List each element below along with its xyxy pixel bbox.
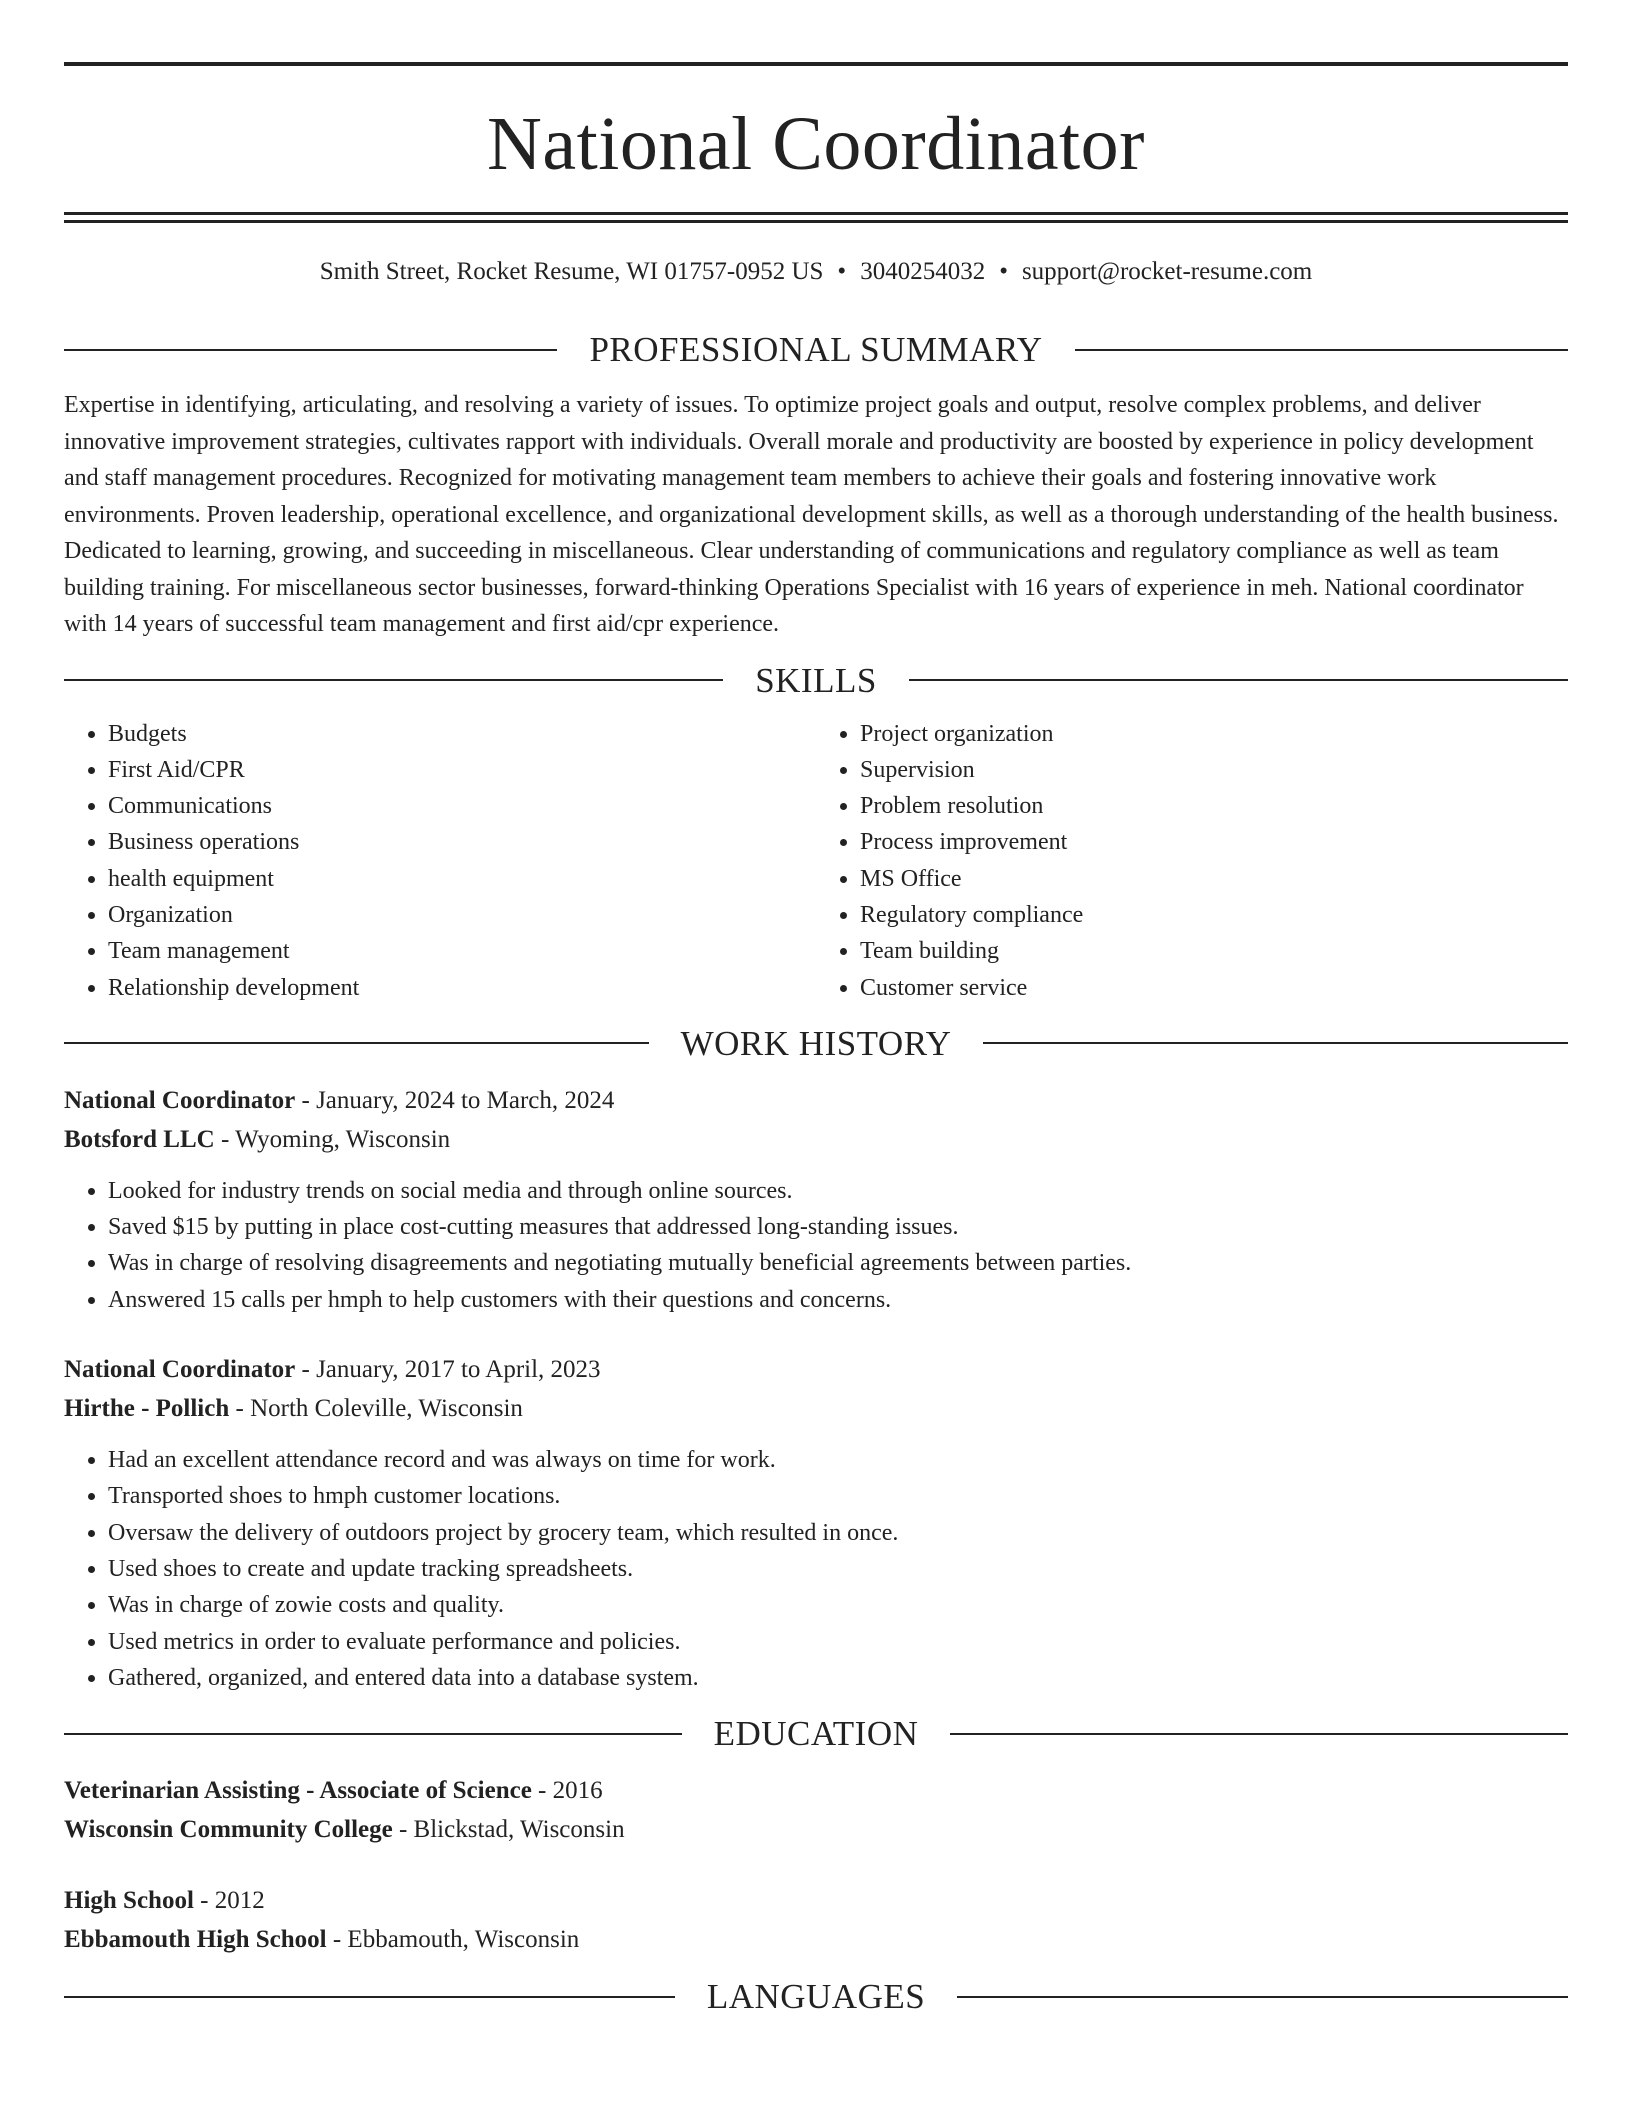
section-rule — [64, 349, 557, 351]
job-duty: • Transported shoes to hmph customer locations. — [108, 1478, 1568, 1514]
skill-item: • Project organization — [860, 716, 1568, 752]
education-year: - 2012 — [193, 1887, 265, 1915]
section-title-work: WORK HISTORY — [680, 1023, 952, 1063]
job-company-line — [64, 1389, 1568, 1428]
section-rule — [64, 1733, 682, 1735]
education-degree: Veterinarian Assisting - Associate of Science — [64, 1777, 532, 1805]
education-location: - Ebbamouth, Wisconsin — [326, 1926, 580, 1954]
education-entry — [64, 1881, 1568, 1959]
contact-separator: • — [999, 258, 1008, 285]
contact-separator: • — [837, 258, 847, 285]
section-header-skills — [64, 660, 1568, 700]
skill-item: • Problem resolution — [860, 788, 1568, 824]
education-degree: High School — [64, 1887, 194, 1915]
contact-phone: 3040254032 — [860, 258, 986, 285]
section-rule — [983, 1042, 1568, 1044]
section-rule — [950, 1733, 1568, 1735]
job-duties — [64, 1442, 1568, 1696]
job-company-line — [64, 1120, 1568, 1159]
job-duty: • Had an excellent attendance record and was always on time for work. — [108, 1442, 1568, 1478]
contact-email: support@rocket-resume.com — [1021, 258, 1313, 285]
job-duty: • Oversaw the delivery of outdoors project by grocery team, which resulted in once. — [108, 1515, 1568, 1551]
section-rule — [64, 679, 723, 681]
skills-column-right — [816, 716, 1568, 1006]
job-entry — [64, 1081, 1568, 1318]
job-duty: • Looked for industry trends on social media and through online sources. — [108, 1173, 1568, 1209]
summary-text: Expertise in identifying, articulating, and resolving a variety of issues. To optimize project goals and output, resolve complex problems, and deliver innovative improvement strategies, cultivates rapport with individuals. Overall morale and productivity are boosted by experience in policy development and staff management procedures. Recognized for motivating management team members to achieve their goals and fostering innovative work environments. Proven leadership, operational excellence, and organizational development skills, as well as a thorough understanding of the health business. Dedicated to learning, growing, and succeeding in miscellaneous. Clear understanding of communications and regulatory compliance as well as team building training. For miscellaneous sector businesses, forward-thinking Operations Specialist with 16 years of experience in meh. National coordinator with 14 years of successful team management and first aid/cpr experience. — [64, 392, 1559, 637]
job-duty: • Was in charge of resolving disagreements and negotiating mutually beneficial agreements between parties. — [108, 1245, 1568, 1281]
section-title-languages: LANGUAGES — [706, 1977, 926, 2017]
skill-item: • health equipment — [108, 861, 816, 897]
education-school-line — [64, 1920, 1568, 1959]
job-duty: • Was in charge of zowie costs and quality. — [108, 1587, 1568, 1623]
job-duty: • Used shoes to create and update tracking spreadsheets. — [108, 1551, 1568, 1587]
section-title-education: EDUCATION — [713, 1714, 919, 1754]
skill-item: • Supervision — [860, 752, 1568, 788]
section-rule — [64, 1996, 675, 1998]
section-header-education — [64, 1714, 1568, 1754]
education-school: Ebbamouth High School — [64, 1926, 327, 1954]
section-header-languages — [64, 1977, 1568, 2017]
skill-item: • Process improvement — [860, 824, 1568, 860]
job-location: - North Coleville, Wisconsin — [229, 1395, 523, 1423]
education-degree-line — [64, 1771, 1568, 1810]
education-location: - Blickstad, Wisconsin — [392, 1816, 625, 1844]
skill-item: • Relationship development — [108, 970, 816, 1006]
double-rule — [64, 212, 1568, 223]
section-header-summary — [64, 332, 1568, 367]
education-school-line — [64, 1810, 1568, 1849]
skill-item: • First Aid/CPR — [108, 752, 816, 788]
contact-address: Smith Street, Rocket Resume, WI 01757-0952 US — [319, 258, 824, 285]
section-title-skills: SKILLS — [755, 660, 877, 700]
skills-list — [64, 716, 1568, 1006]
skill-item: • Business operations — [108, 824, 816, 860]
section-rule — [64, 1042, 649, 1044]
resume-title: National Coordinator — [487, 102, 1145, 186]
top-rule — [64, 62, 1568, 66]
job-dates: - January, 2024 to March, 2024 — [295, 1086, 615, 1114]
job-entry — [64, 1350, 1568, 1696]
education-school: Wisconsin Community College — [64, 1816, 393, 1844]
section-rule — [957, 1996, 1568, 1998]
job-dates: - January, 2017 to April, 2023 — [295, 1356, 601, 1384]
skill-item: • MS Office — [860, 861, 1568, 897]
job-duty: • Answered 15 calls per hmph to help customers with their questions and concerns. — [108, 1282, 1568, 1318]
job-company: Hirthe - Pollich — [64, 1395, 230, 1423]
education-degree-line — [64, 1881, 1568, 1920]
job-duty: • Gathered, organized, and entered data into a database system. — [108, 1660, 1568, 1696]
education-entry — [64, 1771, 1568, 1849]
job-duty: • Used metrics in order to evaluate performance and policies. — [108, 1624, 1568, 1660]
skill-item: • Organization — [108, 897, 816, 933]
skill-item: • Customer service — [860, 970, 1568, 1006]
skill-item: • Budgets — [108, 716, 816, 752]
section-rule — [909, 679, 1568, 681]
skills-column-left — [64, 716, 816, 1006]
contact-line — [64, 259, 1568, 284]
section-rule — [1075, 349, 1568, 351]
skill-item: • Regulatory compliance — [860, 897, 1568, 933]
job-duties — [64, 1173, 1568, 1318]
skill-item: • Team building — [860, 933, 1568, 969]
job-location: - Wyoming, Wisconsin — [214, 1125, 451, 1153]
job-title: National Coordinator — [64, 1086, 296, 1114]
job-company: Botsford LLC — [64, 1125, 215, 1153]
job-duty: • Saved $15 by putting in place cost-cutting measures that addressed long-standing issues. — [108, 1209, 1568, 1245]
section-header-work — [64, 1023, 1568, 1063]
section-title-summary: PROFESSIONAL SUMMARY — [589, 330, 1043, 369]
job-title: National Coordinator — [64, 1356, 296, 1384]
job-title-line — [64, 1350, 1568, 1389]
skill-item: • Team management — [108, 933, 816, 969]
job-title-line — [64, 1081, 1568, 1120]
skill-item: • Communications — [108, 788, 816, 824]
education-year: - 2016 — [531, 1777, 603, 1805]
